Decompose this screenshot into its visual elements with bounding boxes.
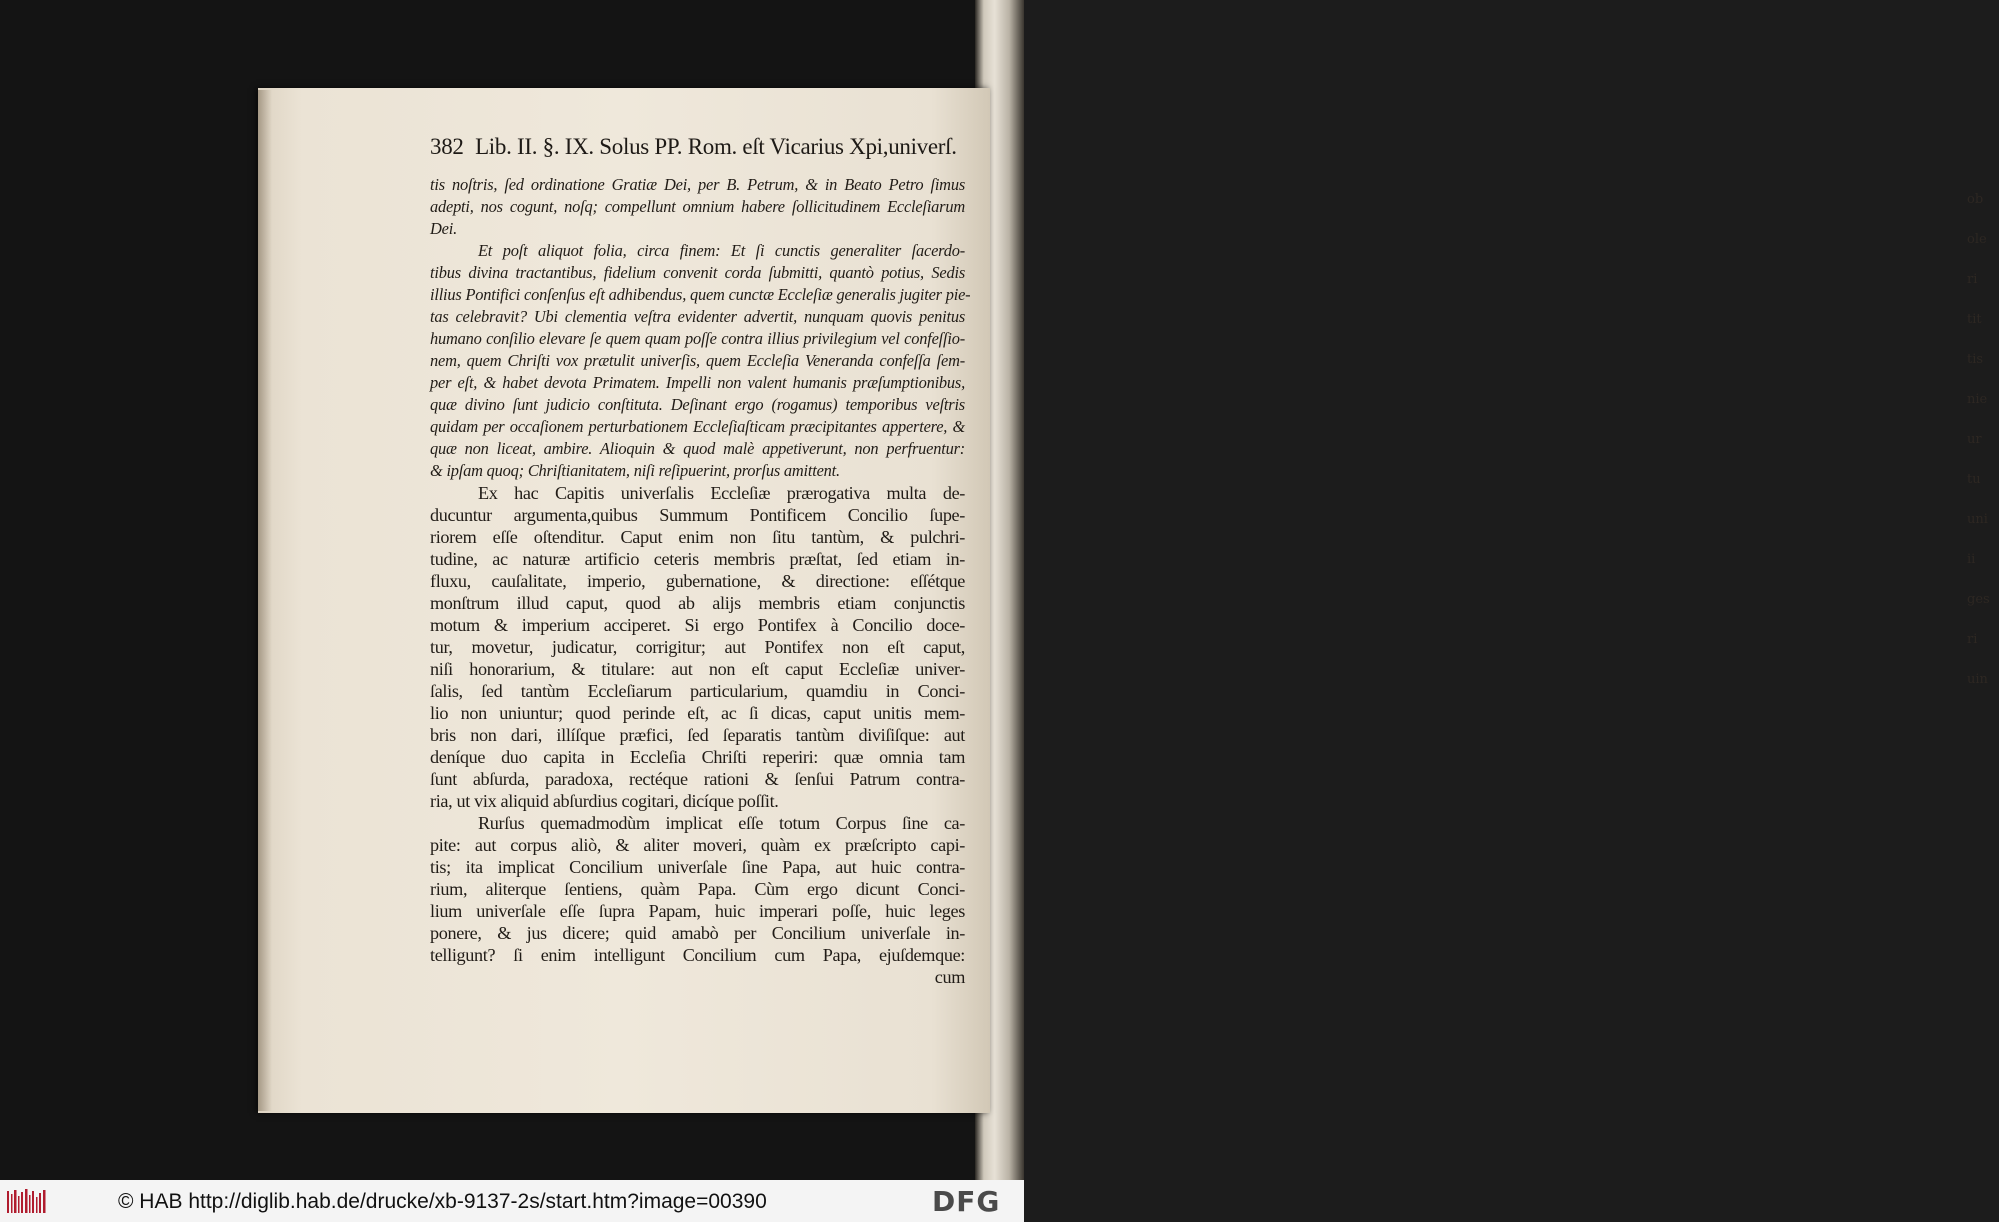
text-line: niſi honorarium, & titulare: aut non eſt caput Eccleſiæ univer-	[430, 659, 965, 679]
text-line: tis; ita implicat Concilium univerſale ſine Papa, aut huic contra-	[430, 857, 965, 877]
text-line: monſtrum illud caput, quod ab alijs membris etiam conjunctis	[430, 593, 965, 613]
text-line: ſalis, ſed tantùm Eccleſiarum particularium, quamdiu in Conci-	[430, 681, 965, 701]
text-line: bris non dari, illíſque præfici, ſed ſeparatis tantùm diviſiſque: aut	[430, 725, 965, 745]
text-line: adepti, nos cogunt, noſq; compellunt omnium habere ſollicitudinem Eccleſiarum	[430, 197, 965, 216]
text-line: humano conſilio elevare ſe quem quam poſſe contra illius privilegium vel confeſſio-	[430, 329, 965, 348]
text-line: ducuntur argumenta,quibus Summum Pontificem Concilio ſupe-	[430, 505, 965, 525]
text-line: Ex hac Capitis univerſalis Eccleſiæ prærogativa multa de-	[478, 483, 965, 503]
text-line: Dei.	[430, 219, 457, 238]
text-line: lio non uniuntur; quod perinde eſt, ac ſi dicas, caput unitis mem-	[430, 703, 965, 723]
text-line: pite: aut corpus aliò, & aliter moveri, quàm ex præſcripto capi-	[430, 835, 965, 855]
text-line: tibus divina tractantibus, fidelium convenit corda ſubmitti, quantò potius, Sedis	[430, 263, 965, 282]
copyright-url-text: © HAB http://diglib.hab.de/drucke/xb-9137-2s/start.htm?image=00390	[118, 1190, 767, 1213]
text-line: per eſt, & habet devota Primatem. Impelli non valent humanis præſumptionibus,	[430, 373, 965, 392]
hab-barcode-logo-icon	[6, 1188, 48, 1216]
text-line: tis noſtris, ſed ordinatione Gratiæ Dei, per B. Petrum, & in Beato Petro ſimus	[430, 175, 965, 194]
text-line: nem, quem Chriſti vox prætulit univerſis, quem Eccleſia Veneranda confeſſa ſem-	[430, 351, 965, 370]
text-line: ſunt abſurda, paradoxa, rectéque rationi & ſenſui Patrum contra-	[430, 769, 965, 789]
text-line: tas celebravit? Ubi clementia veſtra evidenter advertit, nunquam quovis penitus	[430, 307, 965, 326]
text-line: & ipſam quoq; Chriſtianitatem, niſi reſipuerint, prorſus amittent.	[430, 461, 840, 480]
text-line: rium, aliterque ſentiens, quàm Papa. Cùm ergo dicunt Conci-	[430, 879, 965, 899]
text-line: quæ non liceat, ambire. Alioquin & quod malè appetiverunt, non perfruentur:	[430, 439, 965, 458]
text-line: riorem eſſe oſtenditur. Caput enim non ſitu tantùm, & pulchri-	[430, 527, 965, 547]
text-line: deníque duo capita in Eccleſia Chriſti reperiri: quæ omnia tam	[430, 747, 965, 767]
text-line: illius Pontifici conſenſus eſt adhibendus, quem cunctæ Eccleſiæ generalis jugiter pie-	[430, 285, 971, 304]
adjacent-page-text-fragment: ob ole ri tit tis nie ur tu uni ii ges ri uin	[1967, 192, 1990, 687]
text-line: motum & imperium acciperet. Si ergo Pontifex à Concilio doce-	[430, 615, 965, 635]
text-line: tur, movetur, judicatur, corrigitur; aut Pontifex non eſt caput,	[430, 637, 965, 657]
dfg-logo: DFG	[932, 1185, 1001, 1218]
text-line: fluxu, cauſalitate, imperio, gubernatione, & directione: eſſétque	[430, 571, 965, 591]
running-head-title: Lib. II. §. IX. Solus PP. Rom. eſt Vicarius Xpi,univerſ.	[475, 134, 957, 159]
running-head	[430, 134, 970, 168]
text-line: quæ divino ſunt judicio conſtituta. Deſinant ergo (rogamus) temporibus veſtris	[430, 395, 965, 414]
text-line: ponere, & jus dicere; quid amabò per Concilium univerſale in-	[430, 923, 965, 943]
text-line: tudine, ac naturæ artificio ceteris membris præſtat, ſed etiam in-	[430, 549, 965, 569]
text-line: quidam per occaſionem perturbationem Eccleſiaſticam præcipitantes appertere, &	[430, 417, 965, 436]
text-line: Rurſus quemadmodùm implicat eſſe totum Corpus ſine ca-	[478, 813, 965, 833]
page-number: 382	[430, 134, 464, 159]
body-text	[430, 174, 971, 988]
text-line: ria, ut vix aliquid abſurdius cogitari, dicíque poſſit.	[430, 791, 779, 811]
page-gutter-shadow	[258, 90, 272, 1111]
text-line: lium univerſale eſſe ſupra Papam, huic imperari poſſe, huic leges	[430, 901, 965, 921]
text-line: telligunt? ſi enim intelligunt Concilium cum Papa, ejuſdemque:	[430, 945, 965, 965]
text-line: cum	[934, 967, 965, 987]
text-line: Et poſt aliquot folia, circa finem: Et ſi cunctis generaliter ſacerdo-	[478, 241, 965, 260]
